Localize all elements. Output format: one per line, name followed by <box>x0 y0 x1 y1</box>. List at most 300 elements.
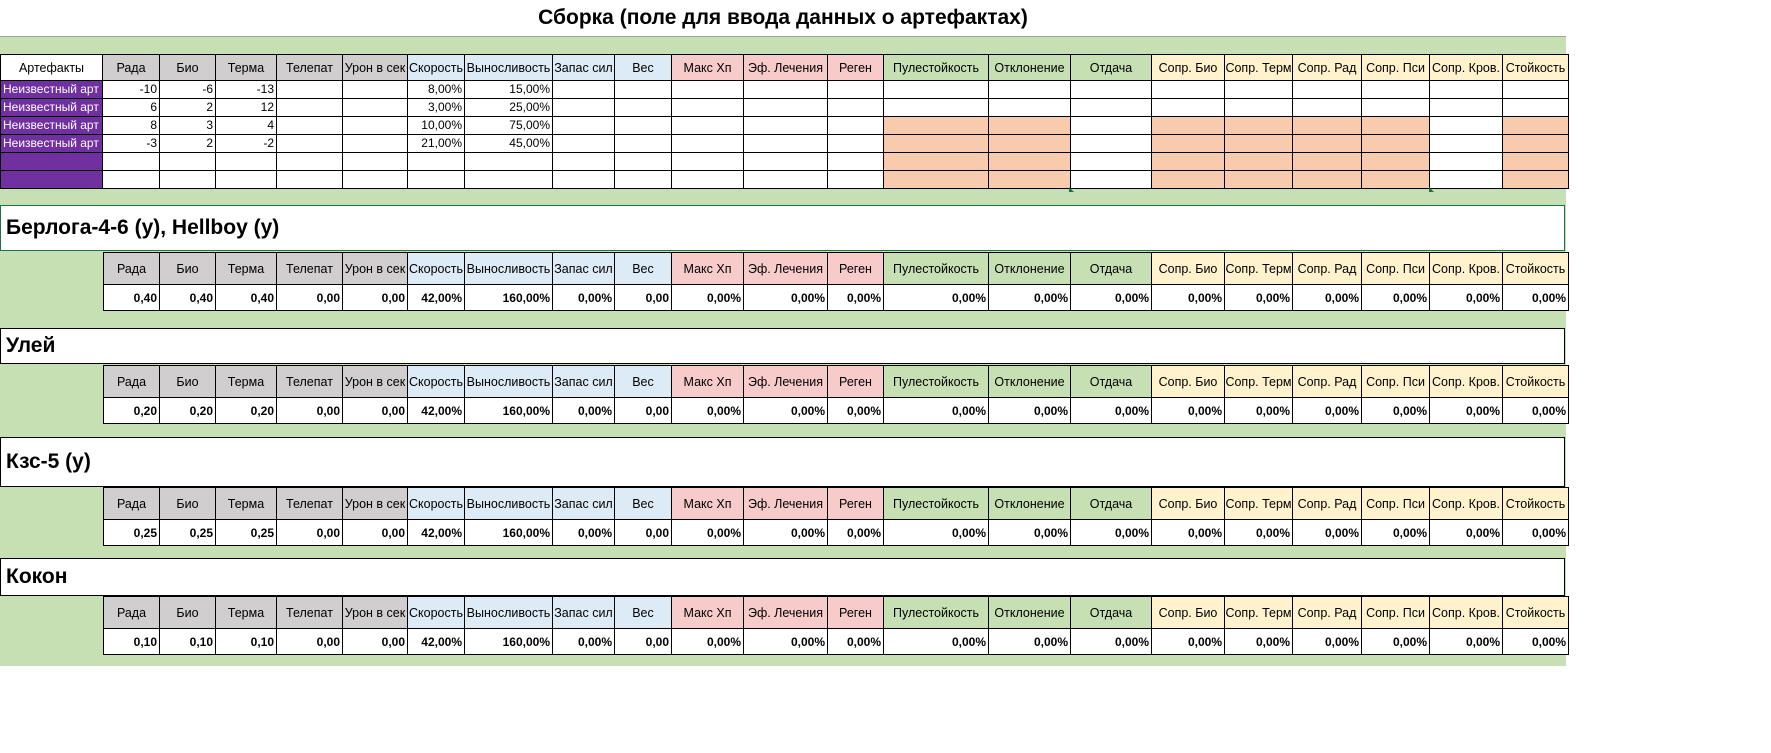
data-cell[interactable]: 2 <box>160 135 216 153</box>
data-cell[interactable] <box>828 99 884 117</box>
column-header[interactable]: Пулестойкость <box>884 487 989 520</box>
column-header[interactable]: Сопр. Рад <box>1293 487 1362 520</box>
data-cell[interactable] <box>989 99 1071 117</box>
data-cell[interactable] <box>1362 99 1430 117</box>
artifact-name-cell[interactable]: Неизвестный арт <box>0 99 103 117</box>
column-header[interactable]: Запас сил <box>553 596 615 629</box>
total-cell[interactable]: 0,00% <box>672 629 744 655</box>
column-header[interactable]: Вес <box>615 365 672 398</box>
data-cell[interactable] <box>1362 135 1430 153</box>
column-header[interactable]: Терма <box>216 252 277 285</box>
total-cell[interactable]: 0,00% <box>1503 520 1569 546</box>
total-cell[interactable]: 0,00% <box>1503 285 1569 311</box>
data-cell[interactable] <box>989 171 1071 189</box>
data-cell[interactable] <box>465 171 553 189</box>
total-cell[interactable]: 42,00% <box>408 520 465 546</box>
column-header[interactable]: Артефакты <box>0 54 103 81</box>
data-cell[interactable] <box>1071 99 1152 117</box>
column-header[interactable]: Телепат <box>277 252 343 285</box>
data-cell[interactable] <box>1152 99 1225 117</box>
total-cell[interactable]: 0,00 <box>615 398 672 424</box>
data-cell[interactable] <box>615 135 672 153</box>
data-cell[interactable] <box>744 153 828 171</box>
data-cell[interactable] <box>103 171 160 189</box>
column-header[interactable]: Терма <box>216 487 277 520</box>
data-cell[interactable] <box>1071 153 1152 171</box>
column-header[interactable]: Сопр. Био <box>1152 596 1225 629</box>
column-header[interactable]: Био <box>160 365 216 398</box>
data-cell[interactable] <box>1503 171 1569 189</box>
total-cell[interactable]: 0,00 <box>277 629 343 655</box>
total-cell[interactable]: 0,00% <box>553 520 615 546</box>
data-cell[interactable] <box>615 81 672 99</box>
column-header[interactable]: Реген <box>828 365 884 398</box>
data-cell[interactable] <box>408 153 465 171</box>
data-cell[interactable] <box>553 171 615 189</box>
data-cell[interactable]: 8,00% <box>408 81 465 99</box>
data-cell[interactable] <box>989 117 1071 135</box>
total-cell[interactable]: 0,00 <box>615 520 672 546</box>
column-header[interactable]: Сопр. Кров. <box>1430 54 1503 81</box>
column-header[interactable]: Эф. Лечения <box>744 365 828 398</box>
total-cell[interactable]: 0,00% <box>1430 520 1503 546</box>
column-header[interactable]: Урон в сек <box>343 365 408 398</box>
sheet-title[interactable]: Сборка (поле для ввода данных о артефактах) <box>0 0 1566 37</box>
data-cell[interactable] <box>1152 81 1225 99</box>
data-cell[interactable]: 2 <box>160 99 216 117</box>
data-cell[interactable] <box>1503 117 1569 135</box>
data-cell[interactable]: 75,00% <box>465 117 553 135</box>
data-cell[interactable] <box>884 81 989 99</box>
data-cell[interactable] <box>1503 135 1569 153</box>
data-cell[interactable]: 4 <box>216 117 277 135</box>
total-cell[interactable]: 0,00% <box>1225 285 1293 311</box>
column-header[interactable]: Рада <box>103 252 160 285</box>
total-cell[interactable]: 0,00 <box>615 285 672 311</box>
total-cell[interactable]: 0,10 <box>103 629 160 655</box>
column-header[interactable]: Пулестойкость <box>884 252 989 285</box>
total-cell[interactable]: 0,00% <box>828 520 884 546</box>
data-cell[interactable] <box>828 81 884 99</box>
column-header[interactable]: Рада <box>103 487 160 520</box>
data-cell[interactable] <box>553 81 615 99</box>
fill-handle-icon[interactable] <box>1069 187 1074 192</box>
section-title[interactable]: Кокон <box>0 558 1565 596</box>
data-cell[interactable] <box>1225 117 1293 135</box>
data-cell[interactable] <box>828 135 884 153</box>
column-header[interactable]: Макс Хп <box>672 54 744 81</box>
total-cell[interactable]: 0,00 <box>343 520 408 546</box>
column-header[interactable]: Стойкость <box>1503 596 1569 629</box>
total-cell[interactable]: 0,00% <box>1430 629 1503 655</box>
column-header[interactable]: Телепат <box>277 596 343 629</box>
column-header[interactable]: Отдача <box>1071 54 1152 81</box>
data-cell[interactable] <box>1225 135 1293 153</box>
column-header[interactable]: Сопр. Био <box>1152 365 1225 398</box>
total-cell[interactable]: 0,00% <box>989 285 1071 311</box>
data-cell[interactable] <box>277 117 343 135</box>
data-cell[interactable] <box>343 153 408 171</box>
total-cell[interactable]: 42,00% <box>408 629 465 655</box>
data-cell[interactable] <box>1503 81 1569 99</box>
data-cell[interactable]: 21,00% <box>408 135 465 153</box>
data-cell[interactable] <box>744 135 828 153</box>
total-cell[interactable]: 0,25 <box>216 520 277 546</box>
data-cell[interactable] <box>884 117 989 135</box>
column-header[interactable]: Терма <box>216 365 277 398</box>
column-header[interactable]: Скорость <box>408 365 465 398</box>
data-cell[interactable] <box>216 171 277 189</box>
column-header[interactable]: Выносливость <box>465 252 553 285</box>
data-cell[interactable] <box>884 99 989 117</box>
column-header[interactable]: Реген <box>828 54 884 81</box>
column-header[interactable]: Рада <box>103 365 160 398</box>
data-cell[interactable] <box>1362 117 1430 135</box>
total-cell[interactable]: 0,00% <box>1293 629 1362 655</box>
column-header[interactable]: Сопр. Био <box>1152 487 1225 520</box>
data-cell[interactable] <box>884 135 989 153</box>
column-header[interactable]: Выносливость <box>465 487 553 520</box>
total-cell[interactable]: 0,00% <box>989 629 1071 655</box>
data-cell[interactable] <box>744 99 828 117</box>
data-cell[interactable] <box>989 135 1071 153</box>
data-cell[interactable] <box>1293 81 1362 99</box>
total-cell[interactable]: 0,00% <box>1071 285 1152 311</box>
data-cell[interactable]: 12 <box>216 99 277 117</box>
data-cell[interactable] <box>103 153 160 171</box>
column-header[interactable]: Отдача <box>1071 487 1152 520</box>
total-cell[interactable]: 0,40 <box>103 285 160 311</box>
column-header[interactable]: Скорость <box>408 54 465 81</box>
column-header[interactable]: Сопр. Пси <box>1362 252 1430 285</box>
data-cell[interactable] <box>1225 81 1293 99</box>
total-cell[interactable]: 0,00% <box>1362 285 1430 311</box>
data-cell[interactable] <box>672 99 744 117</box>
data-cell[interactable] <box>615 171 672 189</box>
data-cell[interactable] <box>408 171 465 189</box>
data-cell[interactable] <box>343 117 408 135</box>
total-cell[interactable]: 160,00% <box>465 285 553 311</box>
data-cell[interactable] <box>553 153 615 171</box>
data-cell[interactable]: -3 <box>103 135 160 153</box>
data-cell[interactable] <box>1362 81 1430 99</box>
data-cell[interactable] <box>277 99 343 117</box>
total-cell[interactable]: 0,25 <box>160 520 216 546</box>
total-cell[interactable]: 0,00% <box>1152 398 1225 424</box>
column-header[interactable]: Отдача <box>1071 365 1152 398</box>
column-header[interactable]: Макс Хп <box>672 487 744 520</box>
data-cell[interactable] <box>343 171 408 189</box>
total-cell[interactable]: 0,00% <box>1430 398 1503 424</box>
data-cell[interactable] <box>672 117 744 135</box>
column-header[interactable]: Отклонение <box>989 487 1071 520</box>
data-cell[interactable] <box>216 153 277 171</box>
data-cell[interactable] <box>1430 171 1503 189</box>
data-cell[interactable] <box>884 171 989 189</box>
data-cell[interactable] <box>277 153 343 171</box>
data-cell[interactable] <box>989 81 1071 99</box>
data-cell[interactable] <box>744 81 828 99</box>
data-cell[interactable]: 15,00% <box>465 81 553 99</box>
total-cell[interactable]: 0,00% <box>828 398 884 424</box>
column-header[interactable]: Эф. Лечения <box>744 252 828 285</box>
total-cell[interactable]: 160,00% <box>465 398 553 424</box>
column-header[interactable]: Био <box>160 54 216 81</box>
data-cell[interactable] <box>1152 117 1225 135</box>
data-cell[interactable] <box>1152 171 1225 189</box>
column-header[interactable]: Эф. Лечения <box>744 596 828 629</box>
total-cell[interactable]: 0,00% <box>828 629 884 655</box>
total-cell[interactable]: 0,00% <box>1152 285 1225 311</box>
data-cell[interactable] <box>1430 81 1503 99</box>
total-cell[interactable]: 0,00% <box>1362 398 1430 424</box>
column-header[interactable]: Сопр. Рад <box>1293 252 1362 285</box>
column-header[interactable]: Сопр. Терм <box>1225 596 1293 629</box>
artifact-name-cell[interactable]: Неизвестный арт <box>0 117 103 135</box>
data-cell[interactable] <box>1503 99 1569 117</box>
data-cell[interactable] <box>553 135 615 153</box>
data-cell[interactable]: 8 <box>103 117 160 135</box>
data-cell[interactable] <box>884 153 989 171</box>
column-header[interactable]: Сопр. Пси <box>1362 54 1430 81</box>
column-header[interactable]: Отклонение <box>989 252 1071 285</box>
total-cell[interactable]: 0,00% <box>1225 520 1293 546</box>
column-header[interactable]: Сопр. Терм <box>1225 54 1293 81</box>
total-cell[interactable]: 0,00% <box>1071 629 1152 655</box>
column-header[interactable]: Урон в сек <box>343 252 408 285</box>
data-cell[interactable] <box>615 99 672 117</box>
total-cell[interactable]: 0,40 <box>160 285 216 311</box>
column-header[interactable]: Запас сил <box>553 365 615 398</box>
data-cell[interactable]: 45,00% <box>465 135 553 153</box>
data-cell[interactable] <box>1152 153 1225 171</box>
data-cell[interactable] <box>277 81 343 99</box>
column-header[interactable]: Био <box>160 487 216 520</box>
data-cell[interactable] <box>672 81 744 99</box>
column-header[interactable]: Выносливость <box>465 365 553 398</box>
column-header[interactable]: Стойкость <box>1503 365 1569 398</box>
total-cell[interactable]: 160,00% <box>465 629 553 655</box>
column-header[interactable]: Урон в сек <box>343 54 408 81</box>
data-cell[interactable] <box>160 153 216 171</box>
total-cell[interactable]: 0,20 <box>216 398 277 424</box>
total-cell[interactable]: 0,00 <box>343 285 408 311</box>
artifact-name-cell[interactable] <box>0 171 103 189</box>
data-cell[interactable] <box>1225 171 1293 189</box>
data-cell[interactable] <box>1362 153 1430 171</box>
data-cell[interactable]: -6 <box>160 81 216 99</box>
column-header[interactable]: Отклонение <box>989 365 1071 398</box>
total-cell[interactable]: 42,00% <box>408 285 465 311</box>
data-cell[interactable] <box>553 99 615 117</box>
data-cell[interactable] <box>1071 135 1152 153</box>
column-header[interactable]: Макс Хп <box>672 252 744 285</box>
data-cell[interactable] <box>1071 171 1152 189</box>
section-title[interactable]: Улей <box>0 328 1565 364</box>
column-header[interactable]: Отдача <box>1071 252 1152 285</box>
data-cell[interactable] <box>1293 99 1362 117</box>
section-title[interactable]: Кзс-5 (у) <box>0 437 1565 487</box>
total-cell[interactable]: 0,00% <box>1503 629 1569 655</box>
data-cell[interactable] <box>989 153 1071 171</box>
data-cell[interactable] <box>828 171 884 189</box>
data-cell[interactable] <box>672 171 744 189</box>
column-header[interactable]: Урон в сек <box>343 487 408 520</box>
column-header[interactable]: Телепат <box>277 365 343 398</box>
total-cell[interactable]: 0,00 <box>343 629 408 655</box>
total-cell[interactable]: 0,00% <box>553 285 615 311</box>
total-cell[interactable]: 0,00% <box>828 285 884 311</box>
total-cell[interactable]: 0,00% <box>744 285 828 311</box>
artifact-name-cell[interactable]: Неизвестный арт <box>0 81 103 99</box>
data-cell[interactable] <box>277 135 343 153</box>
total-cell[interactable]: 0,00% <box>989 520 1071 546</box>
total-cell[interactable]: 0,00% <box>672 520 744 546</box>
data-cell[interactable]: 3,00% <box>408 99 465 117</box>
column-header[interactable]: Сопр. Кров. <box>1430 365 1503 398</box>
total-cell[interactable]: 0,00% <box>1152 520 1225 546</box>
data-cell[interactable] <box>744 117 828 135</box>
data-cell[interactable] <box>1293 117 1362 135</box>
column-header[interactable]: Запас сил <box>553 252 615 285</box>
data-cell[interactable] <box>343 135 408 153</box>
column-header[interactable]: Сопр. Терм <box>1225 365 1293 398</box>
column-header[interactable]: Сопр. Рад <box>1293 54 1362 81</box>
column-header[interactable]: Вес <box>615 596 672 629</box>
data-cell[interactable] <box>553 117 615 135</box>
column-header[interactable]: Урон в сек <box>343 596 408 629</box>
column-header[interactable]: Отклонение <box>989 54 1071 81</box>
data-cell[interactable] <box>343 99 408 117</box>
column-header[interactable]: Сопр. Рад <box>1293 596 1362 629</box>
total-cell[interactable]: 0,00% <box>989 398 1071 424</box>
total-cell[interactable]: 0,00% <box>1293 285 1362 311</box>
column-header[interactable]: Реген <box>828 252 884 285</box>
column-header[interactable]: Телепат <box>277 54 343 81</box>
data-cell[interactable] <box>1293 135 1362 153</box>
total-cell[interactable]: 0,00 <box>277 398 343 424</box>
total-cell[interactable]: 0,00% <box>672 285 744 311</box>
data-cell[interactable] <box>828 117 884 135</box>
column-header[interactable]: Рада <box>103 596 160 629</box>
column-header[interactable]: Стойкость <box>1503 252 1569 285</box>
data-cell[interactable]: -2 <box>216 135 277 153</box>
data-cell[interactable]: 3 <box>160 117 216 135</box>
column-header[interactable]: Сопр. Кров. <box>1430 487 1503 520</box>
total-cell[interactable]: 0,00 <box>277 520 343 546</box>
column-header[interactable]: Скорость <box>408 596 465 629</box>
column-header[interactable]: Реген <box>828 487 884 520</box>
total-cell[interactable]: 0,00% <box>884 398 989 424</box>
column-header[interactable]: Макс Хп <box>672 365 744 398</box>
data-cell[interactable] <box>1293 153 1362 171</box>
section-title[interactable]: Берлога-4-6 (у), Hellboy (у) <box>0 205 1565 251</box>
column-header[interactable]: Сопр. Пси <box>1362 487 1430 520</box>
data-cell[interactable] <box>277 171 343 189</box>
total-cell[interactable]: 0,20 <box>160 398 216 424</box>
data-cell[interactable] <box>1430 135 1503 153</box>
data-cell[interactable] <box>828 153 884 171</box>
total-cell[interactable]: 0,00% <box>1503 398 1569 424</box>
data-cell[interactable] <box>465 153 553 171</box>
total-cell[interactable]: 160,00% <box>465 520 553 546</box>
column-header[interactable]: Выносливость <box>465 54 553 81</box>
column-header[interactable]: Вес <box>615 54 672 81</box>
artifact-name-cell[interactable]: Неизвестный арт <box>0 135 103 153</box>
data-cell[interactable]: -10 <box>103 81 160 99</box>
column-header[interactable]: Вес <box>615 487 672 520</box>
data-cell[interactable]: -13 <box>216 81 277 99</box>
fill-handle-icon[interactable] <box>1429 187 1434 192</box>
column-header[interactable]: Телепат <box>277 487 343 520</box>
total-cell[interactable]: 0,00% <box>884 285 989 311</box>
data-cell[interactable] <box>615 117 672 135</box>
column-header[interactable]: Стойкость <box>1503 54 1569 81</box>
column-header[interactable]: Сопр. Кров. <box>1430 252 1503 285</box>
total-cell[interactable]: 0,00% <box>1362 520 1430 546</box>
total-cell[interactable]: 0,00% <box>1362 629 1430 655</box>
total-cell[interactable]: 0,00% <box>884 629 989 655</box>
column-header[interactable]: Отклонение <box>989 596 1071 629</box>
data-cell[interactable] <box>672 135 744 153</box>
total-cell[interactable]: 0,00% <box>1225 398 1293 424</box>
column-header[interactable]: Пулестойкость <box>884 596 989 629</box>
total-cell[interactable]: 0,10 <box>160 629 216 655</box>
column-header[interactable]: Пулестойкость <box>884 365 989 398</box>
column-header[interactable]: Терма <box>216 596 277 629</box>
data-cell[interactable] <box>1071 117 1152 135</box>
total-cell[interactable]: 0,00% <box>1071 520 1152 546</box>
column-header[interactable]: Терма <box>216 54 277 81</box>
data-cell[interactable] <box>615 153 672 171</box>
data-cell[interactable] <box>1430 153 1503 171</box>
total-cell[interactable]: 0,00% <box>1293 520 1362 546</box>
total-cell[interactable]: 0,20 <box>103 398 160 424</box>
column-header[interactable]: Био <box>160 252 216 285</box>
column-header[interactable]: Рада <box>103 54 160 81</box>
total-cell[interactable]: 0,00% <box>672 398 744 424</box>
data-cell[interactable] <box>1503 153 1569 171</box>
total-cell[interactable]: 0,00% <box>1152 629 1225 655</box>
data-cell[interactable] <box>1225 153 1293 171</box>
total-cell[interactable]: 0,00% <box>1430 285 1503 311</box>
column-header[interactable]: Пулестойкость <box>884 54 989 81</box>
total-cell[interactable]: 0,00% <box>553 398 615 424</box>
total-cell[interactable]: 42,00% <box>408 398 465 424</box>
column-header[interactable]: Отдача <box>1071 596 1152 629</box>
total-cell[interactable]: 0,00 <box>343 398 408 424</box>
column-header[interactable]: Сопр. Био <box>1152 54 1225 81</box>
total-cell[interactable]: 0,00% <box>744 398 828 424</box>
column-header[interactable]: Скорость <box>408 487 465 520</box>
column-header[interactable]: Сопр. Пси <box>1362 596 1430 629</box>
column-header[interactable]: Скорость <box>408 252 465 285</box>
column-header[interactable]: Запас сил <box>553 487 615 520</box>
data-cell[interactable] <box>160 171 216 189</box>
total-cell[interactable]: 0,25 <box>103 520 160 546</box>
data-cell[interactable] <box>744 171 828 189</box>
data-cell[interactable]: 6 <box>103 99 160 117</box>
column-header[interactable]: Эф. Лечения <box>744 54 828 81</box>
total-cell[interactable]: 0,10 <box>216 629 277 655</box>
column-header[interactable]: Вес <box>615 252 672 285</box>
data-cell[interactable] <box>1430 99 1503 117</box>
column-header[interactable]: Сопр. Терм <box>1225 252 1293 285</box>
column-header[interactable]: Сопр. Рад <box>1293 365 1362 398</box>
total-cell[interactable]: 0,00% <box>1293 398 1362 424</box>
data-cell[interactable] <box>1071 81 1152 99</box>
data-cell[interactable] <box>672 153 744 171</box>
